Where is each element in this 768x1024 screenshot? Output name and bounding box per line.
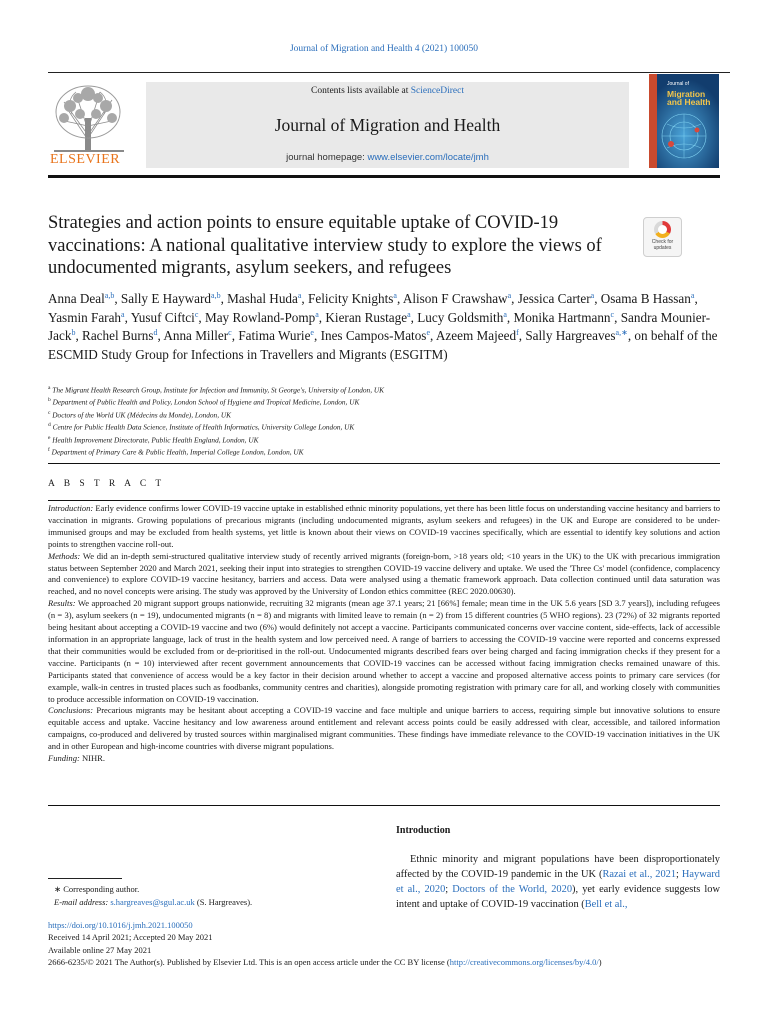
license-link[interactable]: http://creativecommons.org/licenses/by/4.0/ — [449, 956, 599, 967]
affiliation-marker: d — [48, 422, 51, 429]
introduction-heading: Introduction — [396, 825, 451, 836]
elsevier-wordmark: ELSEVIER — [50, 152, 121, 167]
publication-info — [48, 919, 728, 968]
contents-prefix: Contents lists available at — [310, 86, 409, 96]
author-affiliation-marker[interactable]: b — [71, 328, 76, 337]
author-affiliation-marker[interactable]: f — [516, 328, 519, 337]
affiliation-marker: b — [48, 397, 51, 404]
abstract-section-label: Funding: — [48, 753, 80, 764]
abstract-section-label: Results: — [48, 598, 76, 609]
affiliation-item — [48, 433, 728, 445]
citation-razai[interactable]: Razai et al., 2021 — [602, 869, 677, 880]
check-updates-label: Check for updates — [651, 239, 674, 251]
abstract-section — [48, 503, 720, 551]
author-affiliation-marker[interactable]: a — [690, 291, 695, 300]
author-name[interactable]: Sally E Hayward — [120, 291, 212, 306]
cover-title — [667, 80, 717, 106]
author-name[interactable]: Monika Hartmann — [513, 309, 611, 325]
affiliation-marker: c — [48, 409, 51, 416]
author-affiliation-marker[interactable]: a — [407, 309, 411, 319]
abstract-section-text: NIHR. — [79, 753, 105, 764]
abstract-heading-rule — [48, 500, 720, 501]
available-online: Available online 27 May 2021 — [48, 944, 152, 955]
email-link[interactable]: s.hargreaves@sgul.ac.uk — [110, 896, 195, 907]
article-title: Strategies and action points to ensure equitable uptake of COVID-19 vaccinations: A national qualitative interview study to explore the views of undocumented migrants, asylum seekers, and refugees — [48, 213, 602, 278]
homepage-link[interactable]: www.elsevier.com/locate/jmh — [367, 152, 489, 163]
author-name[interactable]: Sally Hargreaves — [525, 328, 616, 343]
author-name[interactable]: Yasmin Farah — [48, 309, 122, 325]
journal-reference[interactable] — [0, 44, 768, 54]
abstract-bottom-rule — [48, 805, 720, 806]
doi-link[interactable]: https://doi.org/10.1016/j.jmh.2021.100050 — [48, 920, 193, 930]
intro-text-2: ), yet early evidence suggests low intent and uptake of COVID-19 vaccination ( — [396, 884, 720, 910]
license-close: ) — [598, 956, 602, 967]
affiliation-text: Centre for Public Health Data Science, Institute of Health Informatics, University College London, UK — [52, 422, 355, 432]
affiliation-text: The Migrant Health Research Group, Institute for Infection and Immunity, St George's, University of London, UK — [52, 385, 384, 395]
author-affiliation-marker[interactable]: a — [121, 309, 125, 319]
author-affiliation-marker[interactable]: a — [297, 291, 302, 300]
footnotes — [54, 883, 252, 908]
author-affiliation-marker[interactable]: e — [426, 328, 430, 337]
affiliation-item — [48, 383, 728, 395]
author-affiliation-marker[interactable]: a — [503, 309, 507, 319]
abstract-section — [48, 551, 720, 599]
journal-cover-image[interactable] — [649, 74, 719, 168]
author-affiliation-marker[interactable]: d — [153, 328, 158, 337]
author-name[interactable]: Sandra Mounier-Jack — [48, 309, 711, 343]
affiliation-text: Doctors of the World UK (Médecins du Monde), London, UK — [52, 410, 231, 420]
abstract-heading: A B S T R A C T — [48, 479, 165, 489]
abstract-section-text: Precarious migrants may be hesitant about accepting a COVID-19 vaccine and face multiple and unique barriers to access, requiring simple but innovative solutions to ensure equitable access and uptake. Vaccine hesitancy and low awareness around entitlement and relevant access points could be easily addressed with clear, accessible, and tailored information campaigns, co-produced and delivered by trusted sources within marginalised migrant communities. These findings have immediate relevance to the COVID-19 vaccination initiatives in the UK and in other European and high-income countries with diverse migrant populations. — [48, 705, 720, 752]
abstract-section — [48, 598, 720, 705]
author-affiliation-marker[interactable]: a,b — [211, 291, 221, 300]
author-affiliation-marker[interactable]: c — [194, 309, 199, 319]
author-affiliation-marker[interactable]: a — [507, 291, 512, 300]
intro-text-1: Ethnic minority and migrant populations have been disproportionately affected by the COVID-19 pandemic in the UK ( — [396, 854, 720, 880]
corresponding-author-note: ∗ Corresponding author. — [54, 884, 140, 894]
author-name[interactable]: Anna Miller — [163, 328, 229, 343]
affiliation-marker: a — [48, 385, 51, 391]
license-line — [48, 956, 728, 968]
sciencedirect-link[interactable]: ScienceDirect — [410, 86, 464, 96]
author-name[interactable]: Rachel Burns — [82, 328, 154, 343]
author-list: Anna Deal$^{a,b}$, Sally E Hayward$^{a,b}$, Mashal Huda$^a$, Felicity Knights$^a$, Alison F Crawshaw$^a$, Jessica Carter$^a$, Osama B Hassan$^a$, Yasmin Farah$^a$, Yusuf Ciftci$^c$, May Rowland-Pomp$^a$, Kieran Rustage$^a$, Lucy Goldsmith$^a$, Monika Hartmann$^c$, Sandra Mounier-Jack$^b$, Rachel Burns$^d$, Anna Miller$^c$, Fatima Wurie$^e$, Ines Campos-Matos$^e$, Azeem Majeed$^f$, Sally Hargreaves$^{a,∗}$, on behalf of the ESCMID Study Group for Infections in Travellers and Migrants (ESGITM) — [48, 291, 718, 362]
author-name[interactable]: Osama B Hassan — [600, 291, 691, 306]
author-affiliation-marker[interactable]: a — [315, 309, 319, 319]
email-suffix: (S. Hargreaves). — [194, 896, 253, 907]
affiliation-item — [48, 420, 728, 432]
journal-header-box — [146, 82, 629, 168]
introduction-paragraph — [396, 852, 720, 912]
affiliation-list — [48, 383, 728, 458]
check-updates-icon — [654, 221, 671, 238]
author-name[interactable]: Ines Campos-Matos — [320, 328, 427, 343]
author-name[interactable]: Mashal Huda — [227, 291, 298, 306]
author-name[interactable]: Alison F Crawshaw — [402, 291, 508, 306]
author-affiliation-marker[interactable]: a,∗ — [615, 328, 628, 337]
author-affiliation-marker[interactable]: c — [610, 309, 615, 319]
author-name[interactable]: Anna Deal — [48, 291, 105, 306]
author-name[interactable]: Lucy Goldsmith — [417, 309, 504, 325]
footnote-rule — [48, 878, 122, 879]
abstract-section-text: Early evidence confirms lower COVID-19 vaccine uptake in established ethnic minority populations, yet there has been little focus on understanding vaccine hesitancy and barriers to vaccination in migrants. Growing populations of precarious migrants (including undocumented migrants, asylum seekers and refugees) in the UK and Europe are considered to be under-immunised groups and may be excluded from health systems, yet little is known about their views on COVID-19 vaccines specifically, which are essential to identify key solutions and action points to strengthen vaccine roll-out. — [48, 503, 720, 549]
abstract-top-rule — [48, 463, 720, 464]
abstract-section-label: Conclusions: — [48, 705, 94, 716]
license-text: 2666-6235/© 2021 The Author(s). Published by Elsevier Ltd. This is an open access article under the CC BY license ( — [48, 956, 450, 967]
affiliation-marker: f — [48, 447, 50, 454]
affiliation-item — [48, 445, 728, 457]
journal-reference-link[interactable]: Journal of Migration and Health 4 (2021) 100050 — [289, 44, 479, 54]
cover-title-small: Journal of — [667, 81, 689, 87]
email-label: E-mail address: — [54, 896, 109, 907]
affiliation-marker: e — [48, 434, 51, 441]
received-dates: Received 14 April 2021; Accepted 20 May 2021 — [48, 932, 213, 943]
abstract-section — [48, 705, 720, 753]
homepage-label: journal homepage: — [286, 152, 365, 163]
contents-line — [146, 86, 629, 96]
affiliation-text: Department of Public Health and Policy, London School of Hygiene and Tropical Medicine, London, UK — [52, 397, 360, 407]
header-top-rule — [48, 72, 730, 73]
author-name[interactable]: Felicity Knights — [308, 291, 394, 306]
author-name[interactable]: Azeem Majeed — [435, 328, 517, 343]
abstract-section-text: We did an in-depth semi-structured qualitative interview study of recently arrived migrants (foreign-born, >18 years old; <10 years in the UK) to the UK with precarious immigration status between September 2020 and March 2021, seeking their input into strategies to strengthen COVID-19 vaccine delivery and uptake. We used the 'Three Cs' model (confidence, complacency and convenience) to explore COVID-19 vaccine hesitancy, barriers and access. Data were analysed using a thematic framework approach. Data collection continued until data saturation was reached, and no novel concepts were arising. The study was approved by the University of London ethics committee (REC 2020.00630). — [48, 550, 720, 597]
journal-title: Journal of Migration and Health — [274, 115, 501, 135]
intro-sep-1: ; — [676, 869, 682, 880]
abstract-section-label: Introduction: — [48, 503, 94, 513]
affiliation-item — [48, 408, 728, 420]
author-affiliation-marker[interactable]: a,b — [104, 291, 115, 300]
author-affiliation-marker[interactable]: a — [590, 291, 595, 300]
author-name[interactable]: Yusuf Ciftci — [130, 309, 195, 325]
abstract-section — [48, 753, 720, 765]
homepage-line — [146, 152, 629, 163]
author-name[interactable]: Jessica Carter — [517, 291, 591, 306]
author-group-suffix: , on behalf of the ESCMID Study Group for Infections in Travellers and Migrants (ESGITM) — [48, 328, 718, 362]
citation-bell[interactable]: Bell et al., — [584, 899, 628, 910]
affiliation-text: Health Improvement Directorate, Public Health England, London, UK — [52, 435, 259, 445]
author-affiliation-marker[interactable]: c — [228, 328, 232, 337]
header-bottom-rule — [48, 175, 720, 178]
affiliation-text: Department of Primary Care & Public Health, Imperial College London, London, UK — [51, 447, 304, 457]
cover-title-main: Migration and Health — [667, 89, 711, 107]
abstract-section-text: We approached 20 migrant support groups nationwide, recruiting 32 migrants (mean age 37.1 years; 21 [66%] female; mean time in the UK 5.6 years [SD 3.7 years]), including refugees (n = 3), asylum seekers (n = 19), undocumented migrants (n = 8) and migrants with limited leave to remain (n = 2) from 15 different countries (5 WHO regions). 23 (72%) of 32 migrants reported being hesitant about accepting a COVID-19 vaccine and two (6%) would definitely not accept a vaccine. Participants communicated concerns over vaccine content, side-effects, lack of accessible information in an appropriate language, lack of trust in the health system and low perceived need. A range of barriers to accessing the COVID-19 vaccine were reported and concerns expressed that their communities would be excluded from or de-prioritised in the roll-out. Undocumented migrants described fears over being charged and facing immigration checks if they present for a vaccine. Participants (n = 10) interviewed after recent government announcements that COVID-19 vaccines can be accessed without facing immigration checks remained unaware of this. Participants stated that convenience of access would be a key factor in their decision around whether to accept a vaccine and proposed alternative access points to primary care services (for example, walk-in centres in trusted places such as foodbanks, community centres and charities), alongside promoting registration with primary care for all, and working closely with communities to produce accessible information on COVID-19 vaccination. — [48, 598, 720, 704]
citation-doctors-of-the-world[interactable]: Doctors of the World, 2020 — [452, 884, 573, 895]
check-for-updates-button[interactable] — [643, 217, 682, 257]
author-affiliation-marker[interactable]: e — [310, 328, 314, 337]
author-name[interactable]: Kieran Rustage — [325, 309, 408, 325]
author-name[interactable]: Fatima Wurie — [238, 328, 311, 343]
author-name[interactable]: May Rowland-Pomp — [204, 309, 316, 325]
affiliation-item — [48, 395, 728, 407]
intro-sep-2: ; — [445, 884, 453, 895]
citation-hayward[interactable]: Hayward et al., 2020 — [396, 869, 720, 895]
elsevier-logo[interactable] — [46, 80, 132, 170]
email-line — [54, 896, 252, 909]
abstract-body — [48, 503, 720, 765]
abstract-section-label: Methods: — [48, 550, 81, 561]
author-affiliation-marker[interactable]: a — [393, 291, 397, 300]
